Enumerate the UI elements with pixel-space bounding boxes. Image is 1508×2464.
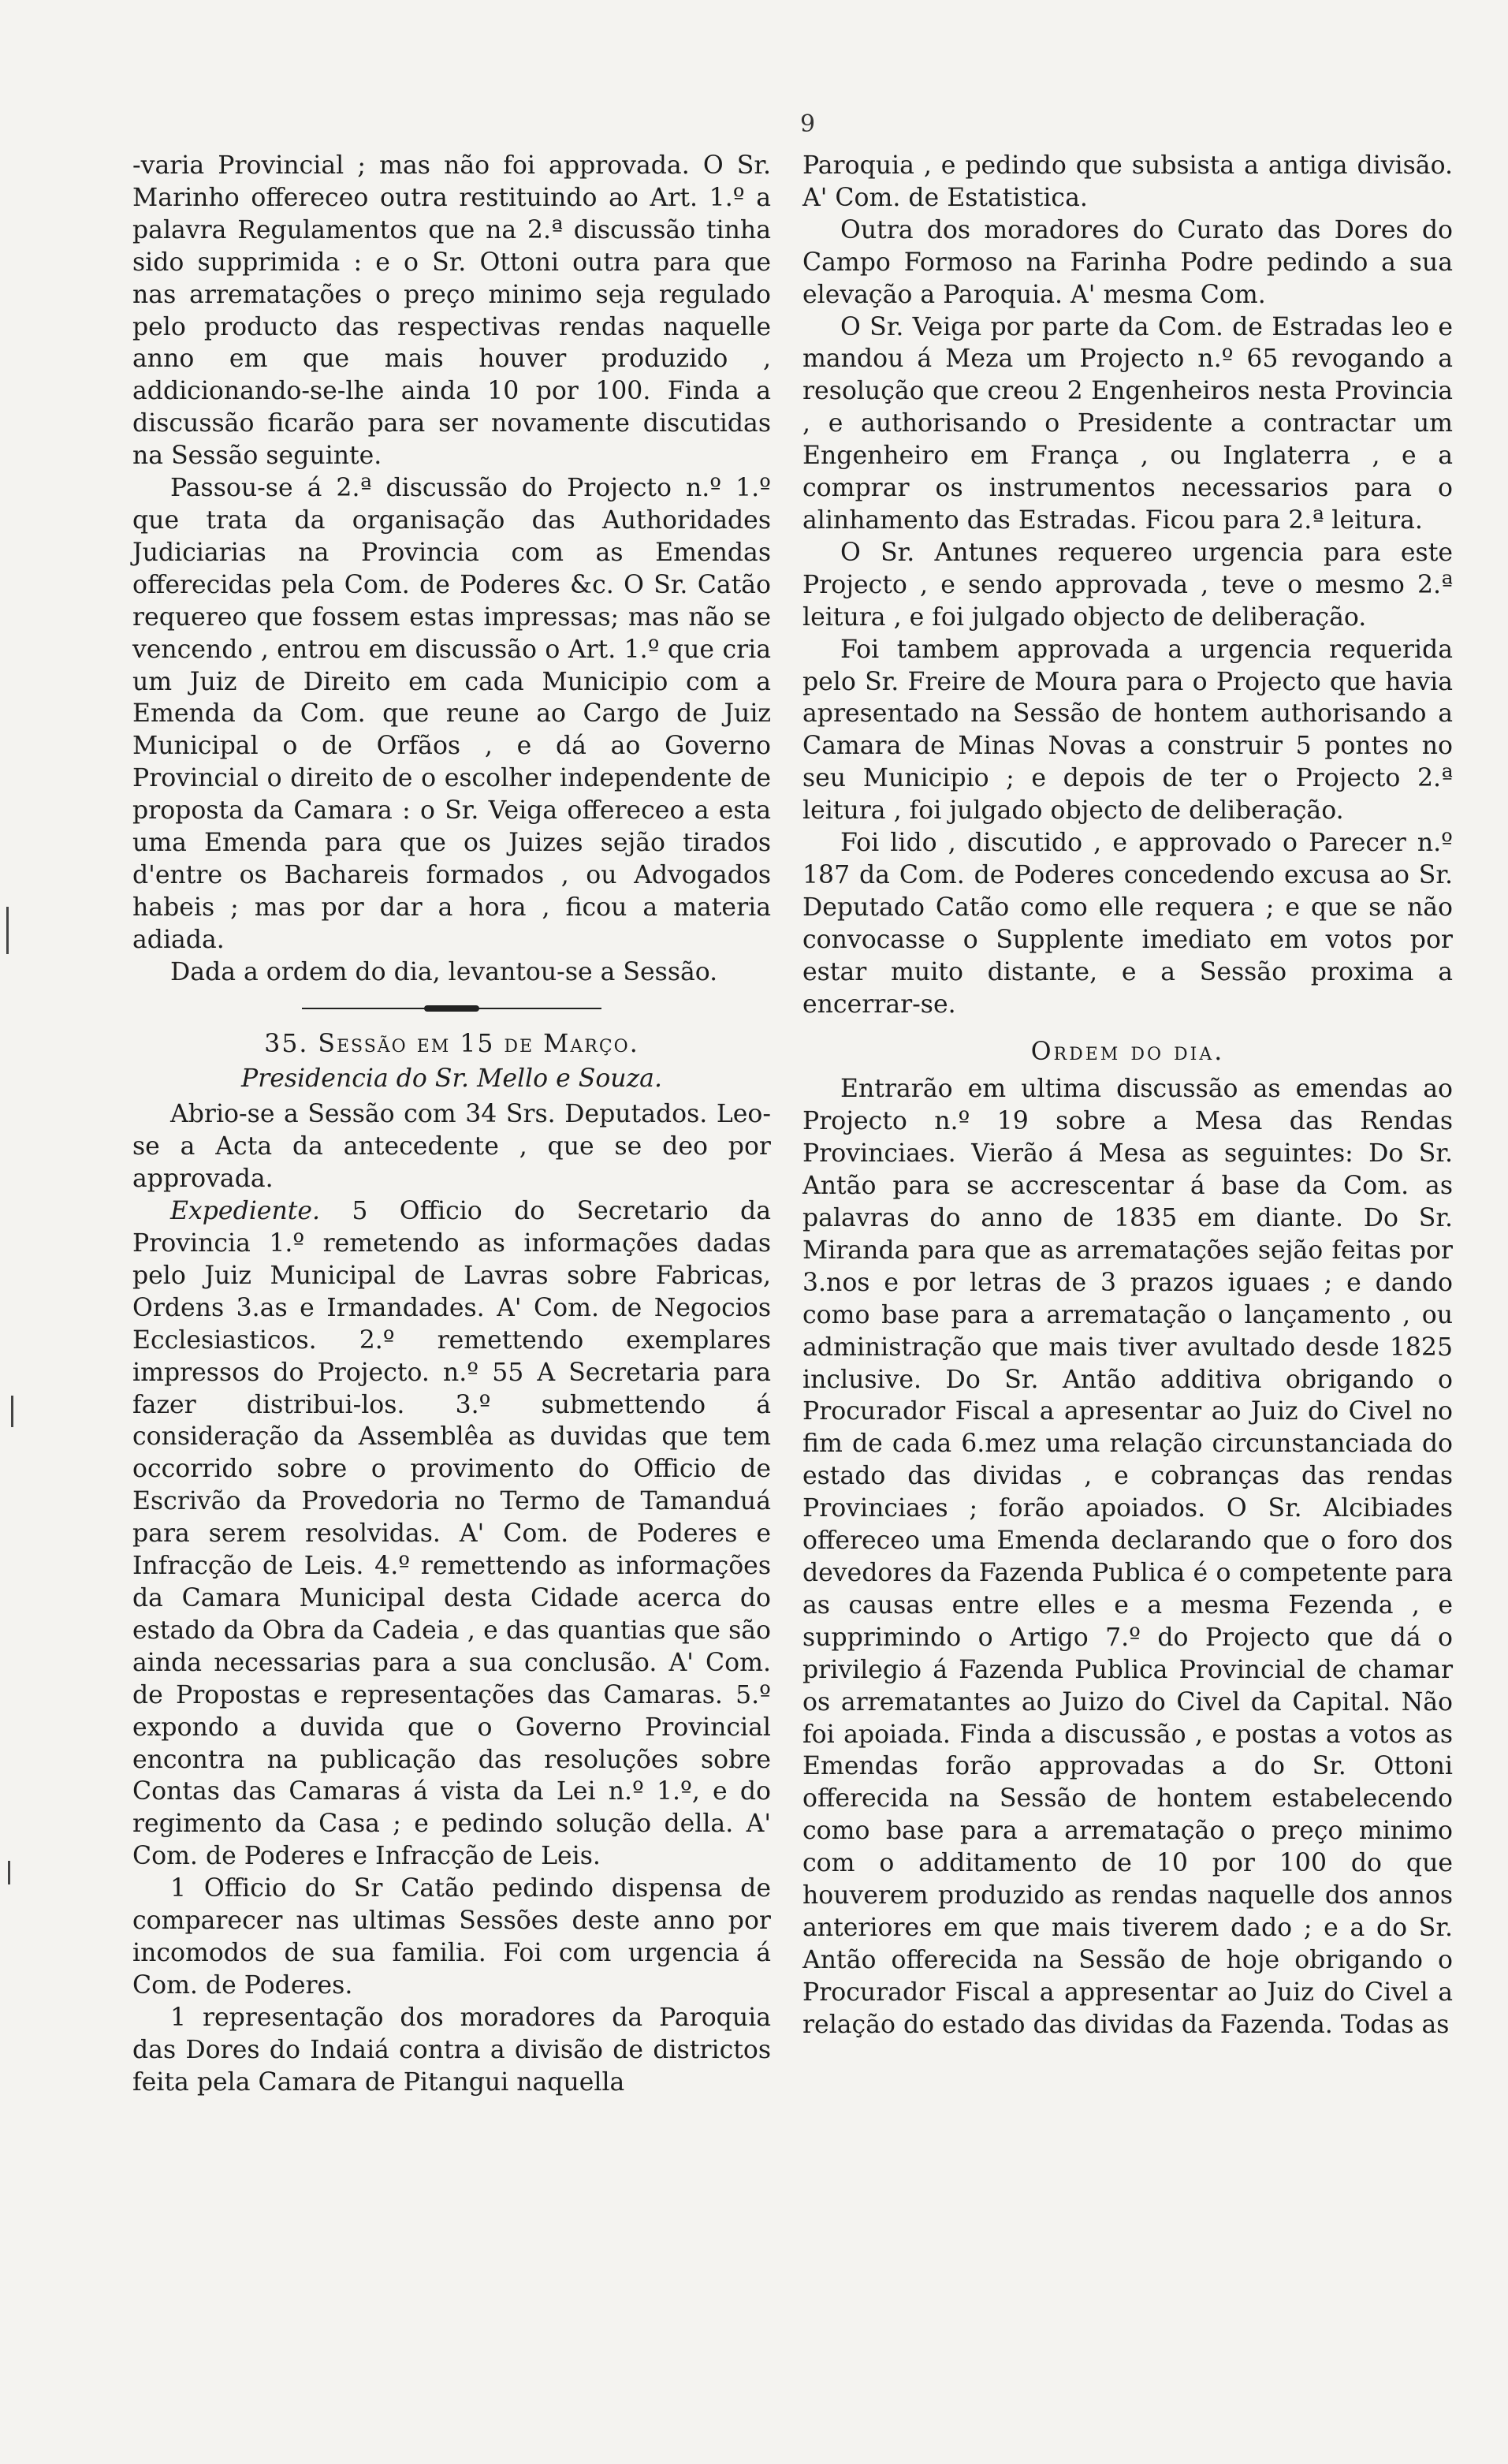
right-paragraph: Foi lido , discutido , e approvado o Parecer n.º 187 da Com. de Poderes concedendo excusa ao Sr. Deputado Catão como elle requera ; e que se não convocasse o Supplente imediato em votos por estar muito distante, e a Sessão proxima a encerrar-se. <box>802 829 1453 1019</box>
left-paragraph: 1 Officio do Sr Catão pedindo dispensa de comparecer nas ultimas Sessões deste anno por incomodos de sua familia. Foi com urgencia á Com. de Poderes. <box>132 1874 771 2000</box>
left-paragraph: Passou-se á 2.ª discussão do Projecto n.º 1.º que trata da organisação das Authoridades Judiciarias na Provincia com as Emendas offerecidas pela Com. de Poderes &c. O Sr. Catão requereo que fossem estas impressas; mas não se vencendo , entrou em discussão o Art. 1.º que cria um Juiz de Direito em cada Municipio com a Emenda da Com. que reune ao Cargo de Juiz Municipal o de Orfãos , e dá ao Governo Provincial o direito de o escolher independente de proposta da Camara : o Sr. Veiga offereceo a esta uma Emenda para que os Juizes sejão tirados d'entre os Bachareis formados , ou Advogados habeis ; mas por dar a hora , ficou a materia adiada. <box>132 474 771 954</box>
expediente-paragraph <box>132 1195 771 1873</box>
session-heading: 35. Sessão em 15 de Março. <box>264 1029 639 1058</box>
right-paragraph: O Sr. Veiga por parte da Com. de Estradas leo e mandou á Meza um Projecto n.º 65 revogando a resolução que creou 2 Engenheiros nesta Provincia , e authorisando o Presidente a contractar um Engenheiro em França , ou Inglaterra , e a comprar os instrumentos necessarios para o alinhamento das Estradas. Ficou para 2.ª leitura. <box>802 312 1453 535</box>
left-paragraph: Abrio-se a Sessão com 34 Srs. Deputados. Leo-se a Acta da antecedente , que se deo por approvada. <box>132 1100 771 1194</box>
presidency-line: Presidencia do Sr. Mello e Souza. <box>241 1064 662 1094</box>
left-column <box>132 150 771 2098</box>
ornamental-divider <box>302 1008 601 1011</box>
left-paragraph: 1 representação dos moradores da Paroquia das Dores do Indaiá contra a divisão de districtos feita pela Camara de Pitangui naquella <box>132 2003 771 2097</box>
right-paragraph: Outra dos moradores do Curato das Dores do Campo Formoso na Farinha Podre pedindo a sua elevação a Paroquia. A' mesma Com. <box>802 215 1453 309</box>
expediente-label: Expediente. <box>170 1197 321 1226</box>
right-paragraph: Foi tambem approvada a urgencia requerida pelo Sr. Freire de Moura para o Projecto que havia apresentado na Sessão de hontem authorisando a Camara de Minas Novas a construir 5 pontes no seu Municipio ; e depois de ter o Projecto 2.ª leitura , foi julgado objecto de deliberação. <box>802 635 1453 826</box>
page-number: 9 <box>800 110 824 138</box>
right-column <box>802 150 1453 2041</box>
scan-edge <box>0 0 32 2464</box>
expediente-text: 5 Officio do Secretario da Provincia 1.º remetendo as informações dadas pelo Juiz Municipal de Lavras sobre Fabricas, Ordens 3.as e Irmandades. A' Com. de Negocios Ecclesiasticos. 2.º remettendo exemplares impressos do Projecto. n.º 55 A Secretaria para fazer distribui-los. 3.º submettendo á consideração da Assemblêa as duvidas que tem occorrido sobre o provimento do Officio de Escrivão da Provedoria no Termo de Tamanduá para serem resolvidas. A' Com. de Poderes e Infracção de Leis. 4.º remettendo as informações da Camara Municipal desta Cidade acerca do estado da Obra da Cadeia , e das quantias que são ainda necessarias para a sua conclusão. A' Com. de Propostas e representações das Camaras. 5.º expondo a duvida que o Governo Provincial encontra na publicação das resoluções sobre Contas das Camaras á vista da Lei n.º 1.º, e do regimento da Casa ; e pedindo solução della. A' Com. de Poderes e Infracção de Leis. <box>132 1197 771 1871</box>
right-paragraph: Entrarão em ultima discussão as emendas ao Projecto n.º 19 sobre a Mesa das Rendas Provinciaes. Vierão á Mesa as seguintes: Do Sr. Antão para se accrescentar á base da Com. as palavras do anno de 1835 em diante. Do Sr. Miranda para que as arrematações sejão feitas por 3.nos e por letras de 3 prazos iguaes ; e dando como base para a arrematação o lançamento , ou administração que mais tiver avultado desde 1825 inclusive. Do Sr. Antão additiva obrigando o Procurador Fiscal a apresentar ao Juiz do Civel no fim de cada 6.mez uma relação circunstanciada do estado das dividas , e cobranças das rendas Provinciaes ; forão apoiados. O Sr. Alcibiades offereceo uma Emenda declarando que o foro dos devedores da Fazenda Publica é o competente para as causas entre elles e a mesma Fezenda , e supprimindo o Artigo 7.º do Projecto que dá o privilegio á Fazenda Publica Provincial de chamar os arrematantes ao Juizo do Civel da Capital. Não foi apoiada. Finda a discussão , e postas a votos as Emendas forão approvadas a do Sr. Ottoni offerecida na Sessão de hontem estabelecendo como base para a arrematação o preço minimo com o additamento de 10 por 100 do que houverem produzido as rendas naquelle dos annos anteriores em que mais tiverem dado ; e a do Sr. Antão offerecida na Sessão de hoje obrigando o Procurador Fiscal a appresentar ao Juiz do Civel a relação do estado das dividas da Fazenda. Todas as <box>802 1075 1453 2039</box>
left-paragraph: -varia Provincial ; mas não foi approvada. O Sr. Marinho offereceo outra restituindo ao Art. 1.º a palavra Regulamentos que na 2.ª discussão tinha sido supprimida : e o Sr. Ottoni outra para que nas arrematações o preço minimo seja regulado pelo producto das respectivas rendas naquelle anno em que mais houver produzido , addicionando-se-lhe ainda 10 por 100. Finda a discussão ficarão para ser novamente discutidas na Sessão seguinte. <box>132 151 771 471</box>
left-paragraph: Dada a ordem do dia, levantou-se a Sessão. <box>170 957 718 986</box>
right-paragraph: O Sr. Antunes requereo urgencia para este Projecto , e sendo approvada , teve o mesmo 2.ª leitura , e foi julgado objecto de deliberação. <box>802 538 1453 632</box>
order-of-day-heading: Ordem do dia. <box>1030 1038 1225 1067</box>
right-paragraph: Paroquia , e pedindo que subsista a antiga divisão. A' Com. de Estatistica. <box>802 151 1453 212</box>
